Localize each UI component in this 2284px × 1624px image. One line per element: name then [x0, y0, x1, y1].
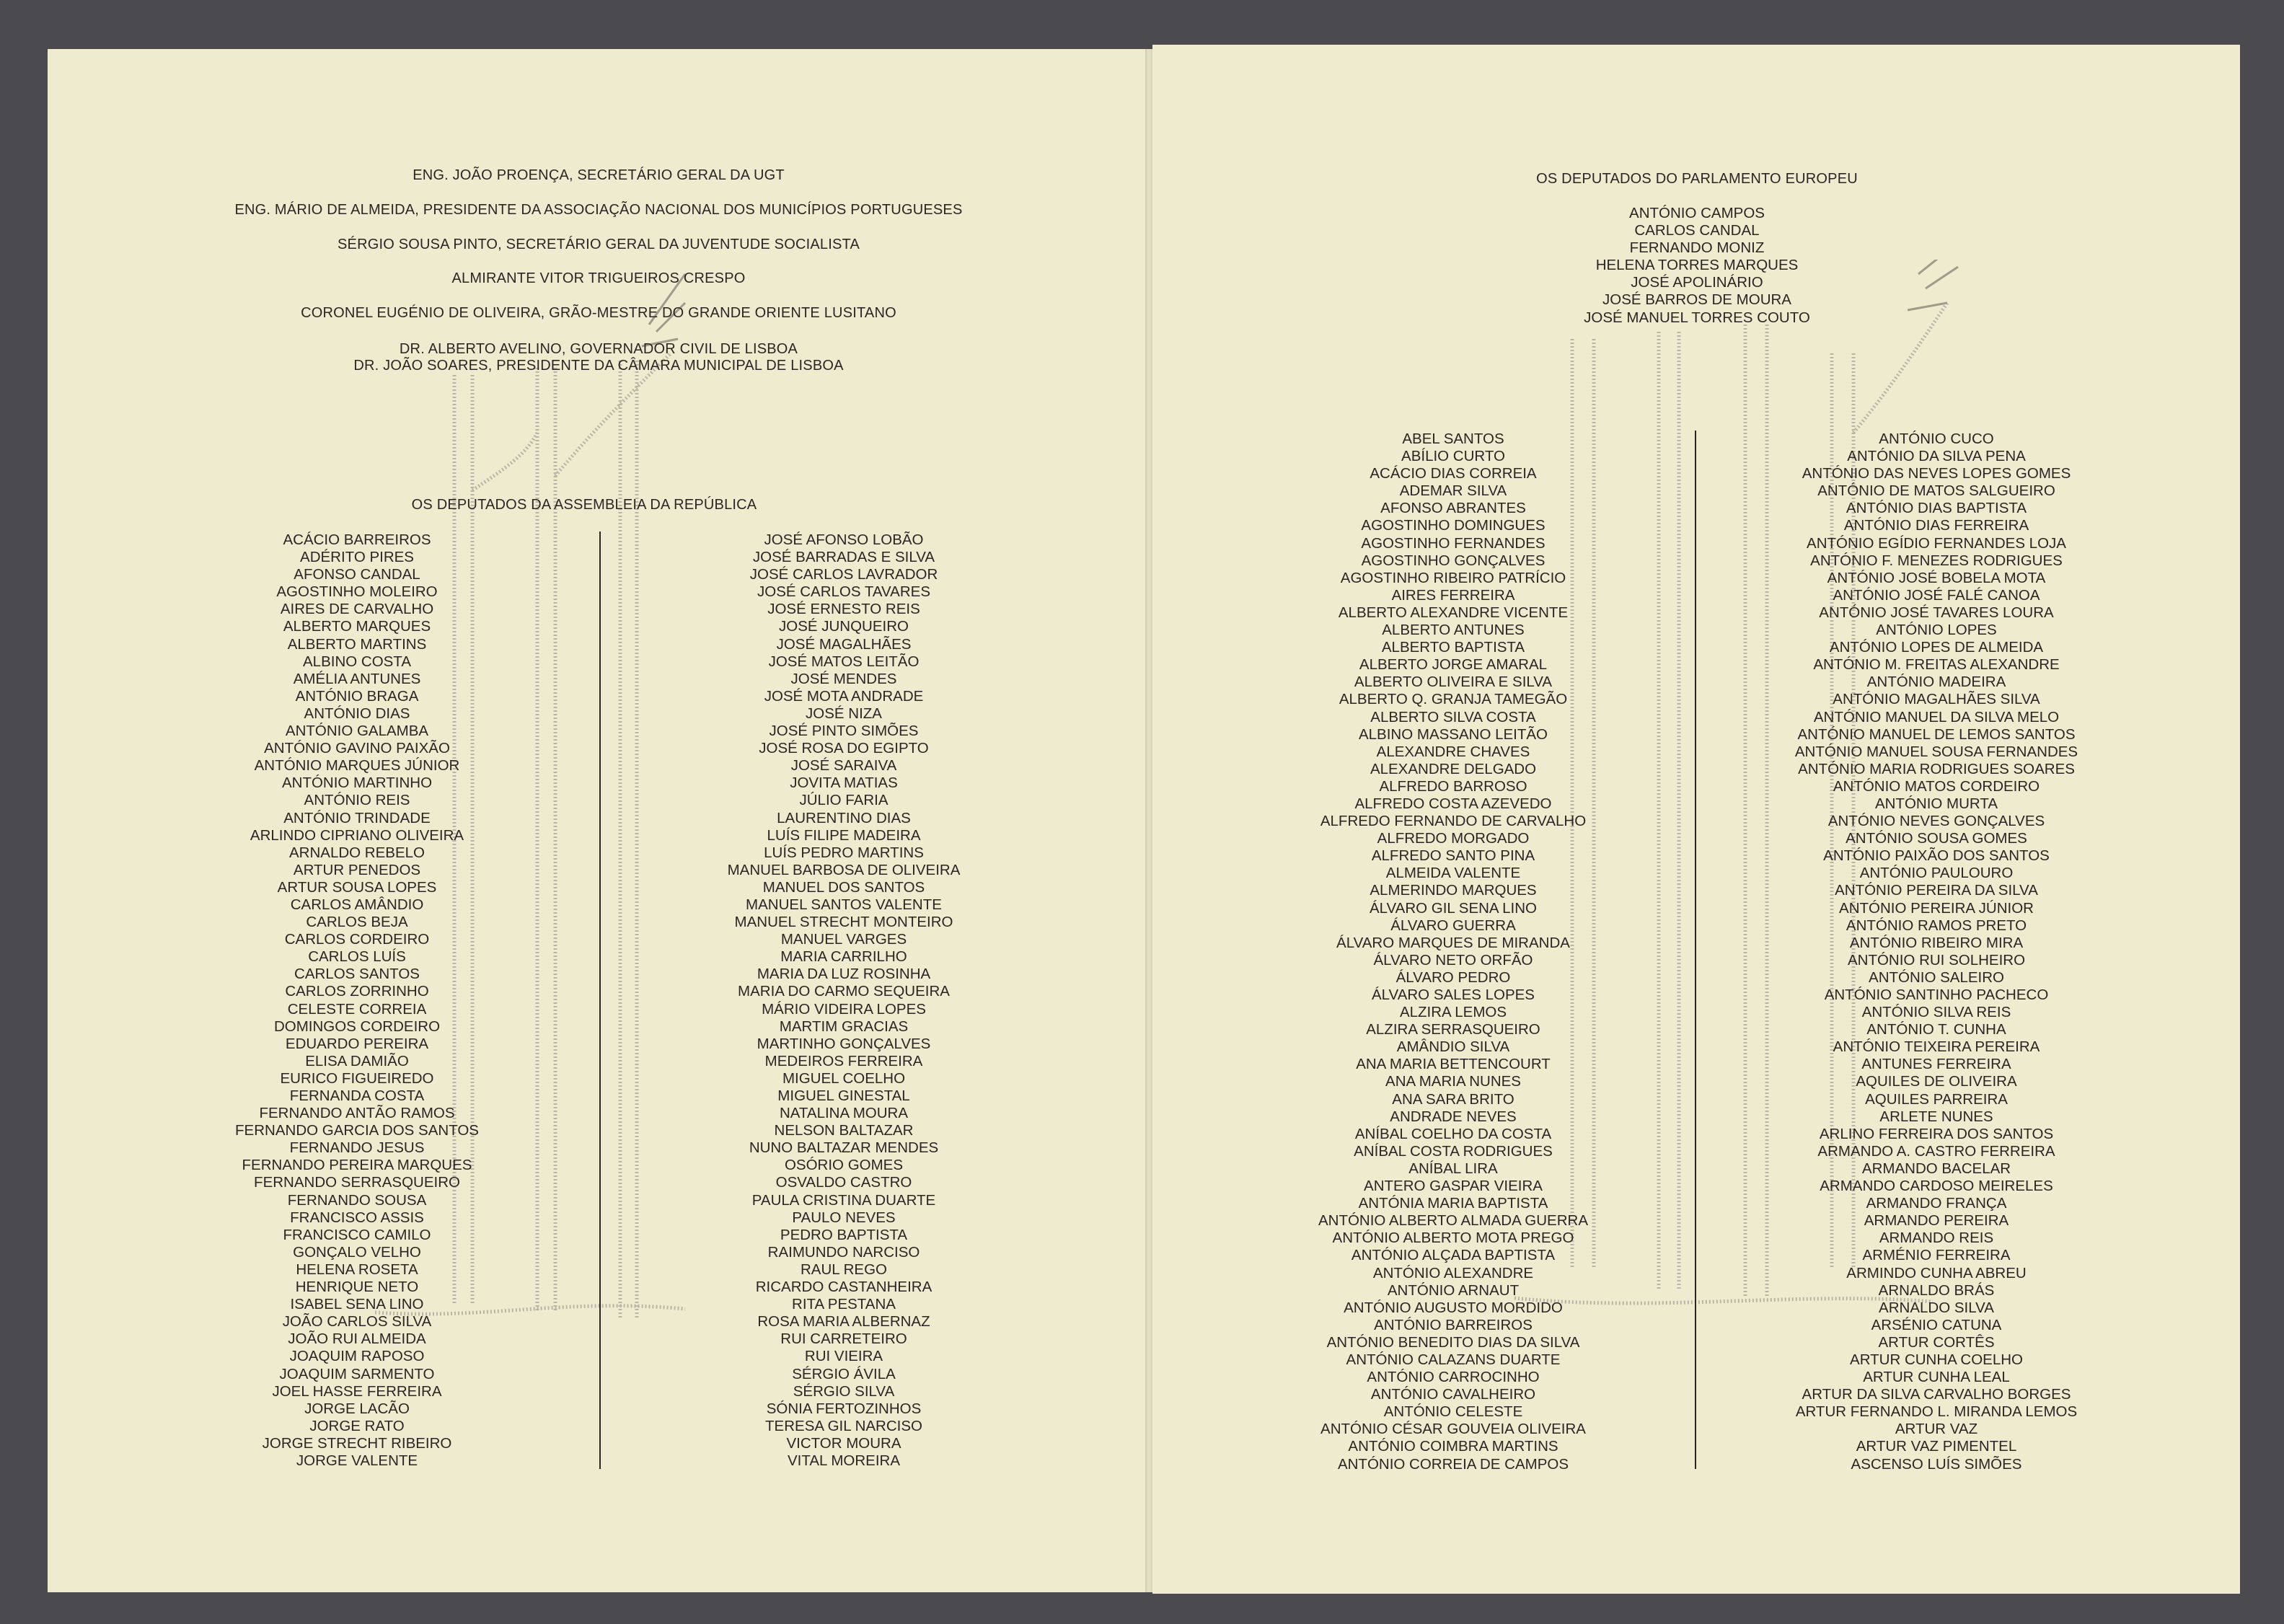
- deputies-list-col2: [692, 531, 995, 1470]
- deputy-name: ARTUR CORTÊS: [1878, 1333, 1995, 1351]
- deputy-name: ARTUR DA SILVA CARVALHO BORGES: [1802, 1386, 2071, 1403]
- deputy-name: FERNANDO ANTÃO RAMOS: [259, 1105, 455, 1122]
- deputy-name: ANTÓNIO ALÇADA BAPTISTA: [1351, 1247, 1556, 1264]
- deputy-name: ANTÓNIO RUI SOLHEIRO: [1847, 951, 2026, 968]
- deputy-name: MARTIM GRACIAS: [779, 1018, 909, 1035]
- deputy-name: ANTÓNIO CARROCINHO: [1367, 1369, 1540, 1386]
- deputy-name: ÁLVARO GIL SENA LINO: [1369, 899, 1538, 917]
- deputy-name: OSVALDO CASTRO: [775, 1174, 912, 1191]
- deputy-name: ANTÓNIO RAMOS PRETO: [1846, 917, 2027, 934]
- deputy-name: JÚLIO FARIA: [799, 792, 889, 809]
- deputy-name: AGOSTINHO MOLEIRO: [276, 583, 438, 601]
- deputy-name: ANTÓNIO COIMBRA MARTINS: [1348, 1438, 1558, 1455]
- deputy-name: MEDEIROS FERREIRA: [764, 1052, 923, 1069]
- deputy-name: ARMANDO PEREIRA: [1864, 1212, 2009, 1230]
- deputy-name: AMÂNDIO SILVA: [1396, 1038, 1510, 1056]
- deputy-name: ANTÓNIO ALBERTO MOTA PREGO: [1332, 1230, 1574, 1247]
- deputy-name: ARNALDO SILVA: [1879, 1299, 1994, 1316]
- deputy-name: ANTÓNIO SALEIRO: [1869, 968, 2004, 986]
- deputy-name: ALFREDO FERNANDO DE CARVALHO: [1320, 813, 1587, 830]
- deputy-name: ANTÓNIO REIS: [304, 792, 410, 809]
- deputy-name: ANTÓNIO MANUEL DA SILVA MELO: [1813, 708, 2060, 725]
- deputy-name: VITAL MOREIRA: [787, 1452, 901, 1469]
- deputy-name: ANTÓNIO GALAMBA: [285, 723, 429, 740]
- deputy-name: AIRES DE CARVALHO: [280, 601, 434, 618]
- deputy-name: ANTÓNIO DIAS BAPTISTA: [1846, 500, 2027, 517]
- deputy-name: JOSÉ AFONSO LOBÃO: [764, 531, 924, 548]
- column-divider: [599, 531, 601, 1469]
- deputy-name: EURICO FIGUEIREDO: [280, 1069, 434, 1087]
- deputy-name: ANTERO GASPAR VIEIRA: [1364, 1178, 1543, 1195]
- deputy-name: ANTÓNIO T. CUNHA: [1866, 1021, 2006, 1038]
- deputy-name: ANTÓNIO CÉSAR GOUVEIA OLIVEIRA: [1320, 1421, 1586, 1438]
- deputy-name: SÓNIA FERTOZINHOS: [766, 1400, 922, 1417]
- deputy-name: ÁLVARO PEDRO: [1395, 968, 1511, 986]
- deputy-name: ANTÓNIO JOSÉ TAVARES LOURA: [1819, 604, 2054, 621]
- deputy-name: JOSÉ PINTO SIMÕES: [769, 723, 919, 740]
- deputy-name: ANTÓNIO DIAS: [304, 705, 410, 722]
- deputy-name: ANTÓNIO ALEXANDRE: [1372, 1264, 1534, 1281]
- deputy-name: JOAQUIM SARMENTO: [279, 1365, 435, 1382]
- deputy-name: ALFREDO SANTO PINA: [1371, 847, 1535, 865]
- deputy-name: AFONSO CANDAL: [294, 566, 420, 583]
- deputy-name: ALBERTO OLIVEIRA E SILVA: [1354, 674, 1553, 691]
- deputy-name: ANTÓNIO EGÍDIO FERNANDES LOJA: [1807, 534, 2066, 552]
- deputy-name: ANTÓNIO MANUEL DE LEMOS SANTOS: [1797, 725, 2076, 743]
- deputy-name: JOSÉ MANUEL TORRES COUTO: [1584, 309, 1810, 326]
- deputy-name: FERNANDO MONIZ: [1629, 239, 1765, 257]
- book-gutter: [1145, 49, 1152, 1592]
- column-divider: [1695, 431, 1696, 1469]
- deputy-name: JOAQUIM RAPOSO: [289, 1348, 425, 1365]
- deputy-name: MARIA DO CARMO SEQUEIRA: [738, 983, 950, 1000]
- deputy-name: ARNALDO REBELO: [289, 844, 425, 861]
- deputy-name: ALZIRA SERRASQUEIRO: [1366, 1021, 1540, 1038]
- deputy-name: OSÓRIO GOMES: [784, 1157, 904, 1174]
- deputy-name: MANUEL DOS SANTOS: [762, 878, 925, 896]
- deputy-name: JOÃO RUI ALMEIDA: [288, 1330, 426, 1348]
- deputy-name: GONÇALO VELHO: [293, 1243, 421, 1261]
- deputy-name: FRANCISCO ASSIS: [290, 1209, 424, 1226]
- deputy-name: AGOSTINHO FERNANDES: [1361, 534, 1546, 552]
- header-line: DR. ALBERTO AVELINO, GOVERNADOR CIVIL DE LISBOA: [399, 341, 798, 357]
- deputy-name: ANA SARA BRITO: [1392, 1090, 1514, 1108]
- deputy-name: JOSÉ SARAIVA: [790, 757, 897, 775]
- deputy-name: ÁLVARO SALES LOPES: [1372, 987, 1535, 1003]
- deputy-name: ALBINO MASSANO LEITÃO: [1358, 725, 1548, 743]
- deputy-name: ANA MARIA BETTENCOURT: [1356, 1056, 1551, 1073]
- deputy-name: MANUEL STRECHT MONTEIRO: [734, 914, 953, 931]
- deputy-name: VICTOR MOURA: [786, 1434, 901, 1452]
- deputy-name: ANTÓNIA MARIA BAPTISTA: [1358, 1195, 1548, 1212]
- deputy-name: JOSÉ APOLINÁRIO: [1631, 274, 1763, 291]
- deputy-name: TERESA GIL NARCISO: [765, 1417, 922, 1434]
- deputy-name: AQUILES DE OLIVEIRA: [1856, 1073, 2017, 1090]
- deputy-name: ANTÓNIO ARNAUT: [1387, 1281, 1520, 1299]
- header-line: ENG. JOÃO PROENÇA, SECRETÁRIO GERAL DA UGT: [413, 167, 785, 183]
- deputy-name: ANTÓNIO RIBEIRO MIRA: [1849, 934, 2024, 951]
- deputy-name: JOSÉ JUNQUEIRO: [779, 618, 909, 635]
- deputy-name: JORGE RATO: [309, 1417, 405, 1434]
- deputy-name: ANTÓNIO MAGALHÃES SILVA: [1833, 691, 2040, 708]
- deputy-name: AMÉLIA ANTUNES: [293, 670, 421, 687]
- deputy-name: JOSÉ MATOS LEITÃO: [768, 653, 920, 670]
- deputy-name: HELENA TORRES MARQUES: [1595, 257, 1799, 274]
- deputy-name: ANTÓNIO BENEDITO DIAS DA SILVA: [1326, 1333, 1580, 1351]
- header-line: SÉRGIO SOUSA PINTO, SECRETÁRIO GERAL DA JUVENTUDE SOCIALISTA: [337, 237, 860, 252]
- deputy-name: ÁLVARO NETO ORFÃO: [1373, 951, 1533, 968]
- deputy-name: ACÁCIO BARREIROS: [283, 531, 431, 548]
- deputy-name: MIGUEL GINESTAL: [777, 1087, 910, 1104]
- deputy-name: ARMÉNIO FERREIRA: [1862, 1247, 2011, 1264]
- section-title-parlamento-europeu: OS DEPUTADOS DO PARLAMENTO EUROPEU: [1536, 171, 1858, 187]
- deputy-name: FERNANDO PEREIRA MARQUES: [242, 1157, 472, 1174]
- deputy-name: ANTÓNIO AUGUSTO MORDIDO: [1344, 1299, 1563, 1316]
- deputy-name: ALEXANDRE CHAVES: [1376, 743, 1530, 760]
- deputy-name: ANTUNES FERREIRA: [1861, 1056, 2011, 1073]
- deputy-name: ANÍBAL COELHO DA COSTA: [1354, 1125, 1552, 1142]
- deputies-list-col3: [1298, 431, 1608, 1473]
- deputy-name: RUI CARRETEIRO: [780, 1330, 907, 1348]
- deputy-name: ALBERTO ANTUNES: [1382, 622, 1525, 639]
- deputy-name: JORGE STRECHT RIBEIRO: [262, 1434, 452, 1452]
- deputy-name: CELESTE CORREIA: [287, 1000, 427, 1018]
- deputy-name: JOÃO CARLOS SILVA: [282, 1313, 432, 1330]
- deputy-name: MANUEL VARGES: [780, 931, 907, 948]
- deputy-name: MANUEL BARBOSA DE OLIVEIRA: [727, 861, 961, 878]
- deputy-name: RITA PESTANA: [792, 1296, 896, 1313]
- deputy-name: ARMANDO BACELAR: [1861, 1160, 2011, 1177]
- deputy-name: ANTÓNIO SANTINHO PACHECO: [1824, 987, 2049, 1003]
- deputy-name: ALMERINDO MARQUES: [1370, 882, 1537, 899]
- deputy-name: DOMINGOS CORDEIRO: [273, 1018, 441, 1035]
- deputy-name: ANTÓNIO M. FREITAS ALEXANDRE: [1813, 656, 2060, 674]
- deputy-name: PAULA CRISTINA DUARTE: [751, 1191, 936, 1209]
- deputy-name: PAULO NEVES: [792, 1209, 896, 1226]
- deputy-name: ANTÓNIO MARIA RODRIGUES SOARES: [1798, 760, 2075, 777]
- deputy-name: ADÉRITO PIRES: [300, 549, 414, 566]
- deputy-name: ANTÓNIO CAVALHEIRO: [1370, 1386, 1536, 1403]
- deputy-name: CARLOS LUÍS: [308, 948, 406, 966]
- deputy-name: ARMANDO A. CASTRO FERREIRA: [1817, 1142, 2055, 1160]
- deputy-name: ANTÓNIO PAIXÃO DOS SANTOS: [1823, 847, 2050, 865]
- deputy-name: ANTÓNIO SOUSA GOMES: [1846, 830, 2027, 847]
- deputy-name: ACÁCIO DIAS CORREIA: [1370, 465, 1537, 482]
- deputy-name: JOSÉ MENDES: [790, 670, 897, 687]
- deputy-name: JORGE LACÃO: [304, 1400, 410, 1417]
- deputy-name: MARIA DA LUZ ROSINHA: [757, 966, 931, 983]
- header-line: DR. JOÃO SOARES, PRESIDENTE DA CÂMARA MUNICIPAL DE LISBOA: [353, 358, 844, 374]
- deputy-name: ANA MARIA NUNES: [1385, 1073, 1521, 1090]
- deputy-name: FERNANDO GARCIA DOS SANTOS: [235, 1122, 479, 1139]
- deputy-name: FRANCISCO CAMILO: [283, 1226, 431, 1243]
- deputy-name: ANTÓNIO MURTA: [1874, 795, 1998, 812]
- deputy-name: ALMEIDA VALENTE: [1385, 865, 1521, 882]
- header-line: CORONEL EUGÉNIO DE OLIVEIRA, GRÃO-MESTRE DO GRANDE ORIENTE LUSITANO: [301, 305, 896, 321]
- header-line: ENG. MÁRIO DE ALMEIDA, PRESIDENTE DA ASSOCIAÇÃO NACIONAL DOS MUNICÍPIOS PORTUGUESES: [234, 202, 963, 218]
- deputy-name: ALBERTO MARTINS: [287, 635, 427, 653]
- deputy-name: ALBERTO BAPTISTA: [1381, 639, 1525, 656]
- deputies-list-col4: [1781, 431, 2091, 1473]
- deputy-name: JOSÉ CARLOS LAVRADOR: [749, 566, 938, 583]
- deputy-name: ÁLVARO MARQUES DE MIRANDA: [1336, 934, 1570, 951]
- deputy-name: ANTÓNIO BRAGA: [295, 687, 419, 705]
- deputy-name: ALFREDO MORGADO: [1377, 830, 1530, 847]
- deputy-name: ARNALDO BRÁS: [1878, 1281, 1995, 1299]
- deputy-name: JOSÉ NIZA: [806, 705, 882, 722]
- deputy-name: ALEXANDRE DELGADO: [1370, 760, 1537, 777]
- deputy-name: ANTÓNIO MATOS CORDEIRO: [1833, 777, 2040, 795]
- deputy-name: ALBERTO JORGE AMARAL: [1359, 656, 1548, 674]
- deputy-name: CARLOS AMÂNDIO: [290, 896, 424, 913]
- deputy-name: RAIMUNDO NARCISO: [767, 1243, 920, 1261]
- euro-deputies-list: [1553, 205, 1841, 327]
- deputy-name: HELENA ROSETA: [296, 1261, 418, 1278]
- deputy-name: ANTÓNIO F. MENEZES RODRIGUES: [1810, 552, 2063, 569]
- deputy-name: ALFREDO BARROSO: [1379, 777, 1527, 795]
- deputy-name: JORGE VALENTE: [296, 1452, 418, 1469]
- deputy-name: CARLOS ZORRINHO: [285, 983, 429, 1000]
- deputy-name: JOSÉ ROSA DO EGIPTO: [759, 740, 929, 757]
- deputy-name: ROSA MARIA ALBERNAZ: [757, 1313, 930, 1330]
- deputy-name: ARMANDO REIS: [1879, 1230, 1994, 1247]
- deputy-name: ANTÓNIO LOPES: [1876, 622, 1997, 639]
- deputy-name: ANTÓNIO ALBERTO ALMADA GUERRA: [1318, 1212, 1589, 1230]
- deputy-name: ANTÓNIO MARQUES JÚNIOR: [254, 757, 460, 775]
- deputy-name: HENRIQUE NETO: [295, 1279, 419, 1296]
- deputy-name: ANTÓNIO PEREIRA DA SILVA: [1835, 882, 2038, 899]
- deputy-name: JOEL HASSE FERREIRA: [272, 1382, 442, 1400]
- deputy-name: ANTÓNIO NEVES GONÇALVES: [1827, 813, 2045, 830]
- deputy-name: ARTUR SOUSA LOPES: [277, 878, 437, 896]
- deputy-name: ANDRADE NEVES: [1390, 1108, 1517, 1125]
- deputy-name: ANTÓNIO CORREIA DE CAMPOS: [1337, 1455, 1569, 1473]
- deputy-name: SÉRGIO ÁVILA: [792, 1365, 896, 1382]
- deputy-name: CARLOS SANTOS: [294, 966, 420, 983]
- deputy-name: JOSÉ CARLOS TAVARES: [757, 583, 930, 601]
- deputy-name: ANTÓNIO MARTINHO: [281, 775, 433, 792]
- deputy-name: ANTÓNIO JOSÉ BOBELA MOTA: [1827, 569, 2046, 586]
- deputy-name: ANTÓNIO DAS NEVES LOPES GOMES: [1802, 465, 2071, 482]
- deputy-name: ALZIRA LEMOS: [1399, 1004, 1507, 1021]
- deputy-name: ANTÓNIO TRINDADE: [283, 809, 431, 826]
- header-line: ALMIRANTE VITOR TRIGUEIROS CRESPO: [451, 270, 746, 286]
- deputy-name: ANTÓNIO MANUEL SOUSA FERNANDES: [1794, 743, 2078, 760]
- deputy-name: ANTÓNIO CUCO: [1879, 431, 1994, 447]
- deputy-name: ARSÉNIO CATUNA: [1871, 1316, 2002, 1333]
- deputy-name: AGOSTINHO GONÇALVES: [1361, 552, 1546, 569]
- deputy-name: ANTÓNIO LOPES DE ALMEIDA: [1829, 639, 2044, 656]
- deputy-name: ARLETE NUNES: [1879, 1108, 1993, 1125]
- deputy-name: NUNO BALTAZAR MENDES: [749, 1139, 939, 1157]
- deputy-name: ANTÓNIO CELESTE: [1383, 1403, 1523, 1421]
- deputy-name: ALBERTO MARQUES: [283, 618, 431, 635]
- deputy-name: MARIA CARRILHO: [780, 948, 907, 966]
- deputy-name: ARTUR FERNANDO L. MIRANDA LEMOS: [1795, 1403, 2078, 1421]
- deputy-name: ARMANDO CARDOSO MEIRELES: [1820, 1178, 2053, 1195]
- deputy-name: ANÍBAL COSTA RODRIGUES: [1354, 1142, 1553, 1160]
- deputy-name: ANTÓNIO CALAZANS DUARTE: [1346, 1351, 1561, 1368]
- deputy-name: CARLOS CANDAL: [1634, 222, 1760, 239]
- deputy-name: ALBINO COSTA: [303, 653, 411, 670]
- deputy-name: ASCENSO LUÍS SIMÕES: [1851, 1455, 2022, 1473]
- deputy-name: ANTÓNIO MADEIRA: [1866, 674, 2006, 691]
- deputy-name: ANTÓNIO DE MATOS SALGUEIRO: [1817, 482, 2055, 500]
- deputy-name: MIGUEL COELHO: [782, 1069, 906, 1087]
- deputy-name: ISABEL SENA LINO: [290, 1296, 424, 1313]
- deputies-list-col1: [213, 531, 501, 1470]
- deputy-name: AIRES FERREIRA: [1391, 586, 1515, 604]
- deputy-name: ANTÓNIO DIAS FERREIRA: [1843, 517, 2029, 534]
- deputy-name: AQUILES PARREIRA: [1865, 1090, 2008, 1108]
- deputy-name: FERNANDO SERRASQUEIRO: [254, 1174, 460, 1191]
- deputy-name: AGOSTINHO DOMINGUES: [1361, 517, 1546, 534]
- deputy-name: ELISA DAMIÃO: [305, 1052, 409, 1069]
- deputy-name: ARTUR CUNHA LEAL: [1863, 1369, 2010, 1386]
- deputy-name: EDUARDO PEREIRA: [285, 1035, 429, 1052]
- deputy-name: MÁRIO VIDEIRA LOPES: [762, 1000, 926, 1018]
- deputy-name: CARLOS BEJA: [306, 914, 408, 931]
- section-title-assembleia: OS DEPUTADOS DA ASSEMBLEIA DA REPÚBLICA: [411, 497, 757, 513]
- deputy-name: ANTÓNIO CAMPOS: [1629, 205, 1765, 221]
- deputy-name: JOVITA MATIAS: [790, 775, 898, 792]
- deputy-name: ALBERTO SILVA COSTA: [1370, 708, 1536, 725]
- deputy-name: LAURENTINO DIAS: [777, 809, 911, 826]
- deputy-name: RICARDO CASTANHEIRA: [755, 1279, 932, 1296]
- deputy-name: FERNANDO JESUS: [289, 1139, 425, 1157]
- deputy-name: AFONSO ABRANTES: [1380, 500, 1526, 517]
- deputy-name: ANTÓNIO JOSÉ FALÉ CANOA: [1833, 586, 2040, 604]
- deputy-name: ARTUR VAZ PIMENTEL: [1856, 1438, 2017, 1455]
- deputy-name: AGOSTINHO RIBEIRO PATRÍCIO: [1340, 569, 1566, 586]
- deputy-name: SÉRGIO SILVA: [793, 1382, 895, 1400]
- deputy-name: ANTÓNIO TEIXEIRA PEREIRA: [1833, 1038, 2040, 1056]
- deputy-name: LUÍS PEDRO MARTINS: [764, 844, 924, 861]
- deputy-name: JOSÉ BARRADAS E SILVA: [752, 549, 935, 566]
- deputy-name: ARMINDO CUNHA ABREU: [1846, 1264, 2027, 1281]
- deputy-name: ÁLVARO GUERRA: [1390, 917, 1516, 934]
- deputy-name: JOSÉ MOTA ANDRADE: [764, 687, 924, 705]
- deputy-name: MARTINHO GONÇALVES: [757, 1035, 931, 1052]
- deputy-name: ANTÓNIO PEREIRA JÚNIOR: [1839, 899, 2034, 917]
- deputy-name: NELSON BALTAZAR: [774, 1122, 914, 1139]
- deputy-name: ARTUR CUNHA COELHO: [1850, 1351, 2023, 1368]
- deputy-name: MANUEL SANTOS VALENTE: [746, 896, 942, 913]
- deputy-name: ARLINO FERREIRA DOS SANTOS: [1819, 1125, 2054, 1142]
- deputy-name: ANÍBAL LIRA: [1408, 1160, 1498, 1177]
- deputy-name: FERNANDA COSTA: [289, 1087, 425, 1104]
- deputy-name: ARMANDO FRANÇA: [1866, 1195, 2007, 1212]
- deputy-name: FERNANDO SOUSA: [287, 1191, 427, 1209]
- deputy-name: LUÍS FILIPE MADEIRA: [767, 826, 921, 844]
- deputy-name: ANTÓNIO SILVA REIS: [1861, 1004, 2011, 1021]
- deputy-name: ALBERTO Q. GRANJA TAMEGÃO: [1339, 691, 1568, 708]
- deputy-name: CARLOS CORDEIRO: [284, 931, 430, 948]
- deputy-name: ADEMAR SILVA: [1399, 482, 1507, 500]
- deputy-name: PEDRO BAPTISTA: [780, 1226, 908, 1243]
- deputy-name: ALBERTO ALEXANDRE VICENTE: [1338, 604, 1569, 621]
- deputy-name: ANTÓNIO PAULOURO: [1859, 865, 2014, 882]
- deputy-name: JOSÉ BARROS DE MOURA: [1602, 291, 1791, 309]
- deputy-name: RAUL REGO: [801, 1261, 887, 1278]
- deputy-name: ANTÓNIO GAVINO PAIXÃO: [264, 740, 450, 757]
- deputy-name: JOSÉ MAGALHÃES: [776, 635, 912, 653]
- deputy-name: ARTUR PENEDOS: [293, 861, 421, 878]
- deputy-name: JOSÉ ERNESTO REIS: [767, 601, 920, 618]
- deputy-name: ANTÓNIO DA SILVA PENA: [1847, 448, 2026, 465]
- deputy-name: ABÍLIO CURTO: [1401, 448, 1505, 465]
- deputy-name: RUI VIEIRA: [804, 1348, 883, 1365]
- deputy-name: ALFREDO COSTA AZEVEDO: [1354, 795, 1552, 812]
- deputy-name: ANTÓNIO BARREIROS: [1374, 1316, 1533, 1333]
- deputy-name: NATALINA MOURA: [779, 1105, 909, 1122]
- deputy-name: ABEL SANTOS: [1402, 431, 1504, 447]
- deputy-name: ARLINDO CIPRIANO OLIVEIRA: [250, 826, 464, 844]
- deputy-name: ARTUR VAZ: [1895, 1421, 1978, 1438]
